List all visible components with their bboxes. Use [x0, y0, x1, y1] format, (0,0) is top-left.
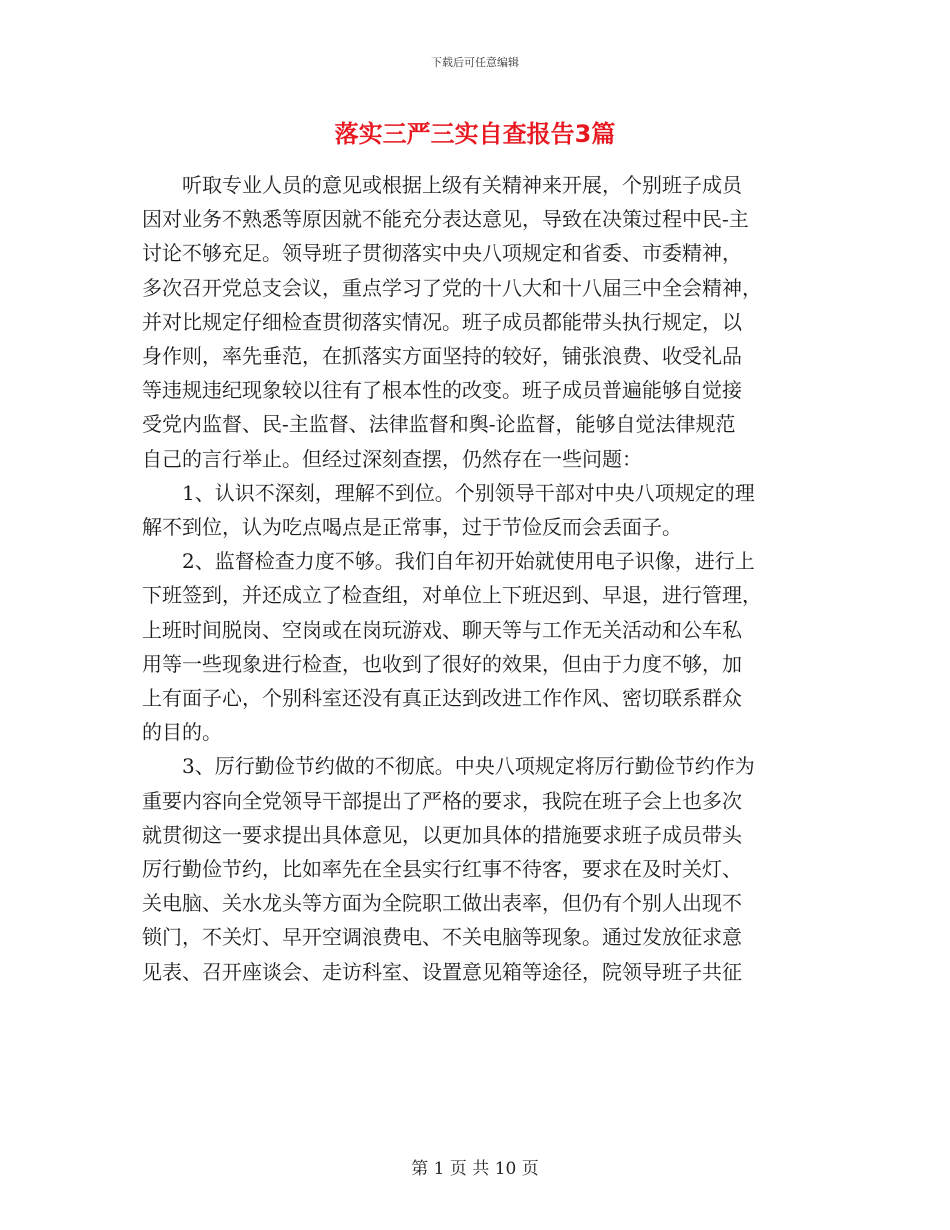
- document-title: 落实三严三实自查报告3篇: [334, 120, 616, 148]
- body-line: 的目的。: [142, 720, 222, 745]
- body-line: 厉行勤俭节约，比如率先在全县实行红事不待客，要求在及时关灯、: [142, 857, 742, 882]
- body-line: 身作则，率先垂范，在抓落实方面坚持的较好，铺张浪费、收受礼品: [142, 344, 742, 369]
- body-line: 等违规违纪现象较以往有了根本性的改变。班子成员普遍能够自觉接: [142, 378, 742, 403]
- body-line: 上有面子心，个别科室还没有真正达到改进工作作风、密切联系群众: [142, 686, 742, 711]
- body-line: 受党内监督、民-主监督、法律监督和舆-论监督，能够自觉法律规范: [142, 412, 736, 437]
- body-line: 就贯彻这一要求提出具体意见，以更加具体的措施要求班子成员带头: [142, 822, 742, 847]
- body-line: 重要内容向全党领导干部提出了严格的要求，我院在班子会上也多次: [142, 788, 742, 813]
- document-body: [142, 168, 808, 989]
- body-line: 多次召开党总支会议，重点学习了党的十八大和十八届三中全会精神，: [142, 275, 762, 300]
- body-line: 讨论不够充足。领导班子贯彻落实中央八项规定和省委、市委精神，: [142, 241, 742, 266]
- body-line: 见表、召开座谈会、走访科室、设置意见箱等途径，院领导班子共征: [142, 959, 742, 984]
- body-line: 下班签到，并还成立了检查组，对单位上下班迟到、早退，进行管理，: [142, 583, 762, 608]
- body-line: 上班时间脱岗、空岗或在岗玩游戏、聊天等与工作无关活动和公车私: [142, 617, 742, 642]
- body-line: 锁门，不关灯、早开空调浪费电、不关电脑等现象。通过发放征求意: [142, 925, 742, 950]
- body-line: 听取专业人员的意见或根据上级有关精神来开展，个别班子成员: [182, 173, 742, 197]
- body-line: 2、监督检查力度不够。我们自年初开始就使用电子识像，进行上: [182, 549, 755, 574]
- body-line: 用等一些现象进行检查，也收到了很好的效果，但由于力度不够，加: [142, 651, 742, 676]
- body-line: 并对比规定仔细检查贯彻落实情况。班子成员都能带头执行规定，以: [142, 309, 742, 334]
- header-note: 下载后可任意编辑: [431, 56, 519, 69]
- body-line: 自己的言行举止。但经过深刻查摆，仍然存在一些问题：: [142, 446, 642, 471]
- body-line: 关电脑、关水龙头等方面为全院职工做出表率，但仍有个别人出现不: [142, 891, 742, 916]
- body-line: 3、厉行勤俭节约做的不彻底。中央八项规定将厉行勤俭节约作为: [182, 754, 755, 779]
- page-number-footer: 第 1 页 共 10 页: [411, 1159, 539, 1179]
- body-line: 解不到位，认为吃点喝点是正常事，过于节俭反而会丢面子。: [142, 515, 682, 540]
- body-line: 1、认识不深刻，理解不到位。个别领导干部对中央八项规定的理: [182, 480, 755, 505]
- body-line: 因对业务不熟悉等原因就不能充分表达意见，导致在决策过程中民-主: [142, 207, 749, 232]
